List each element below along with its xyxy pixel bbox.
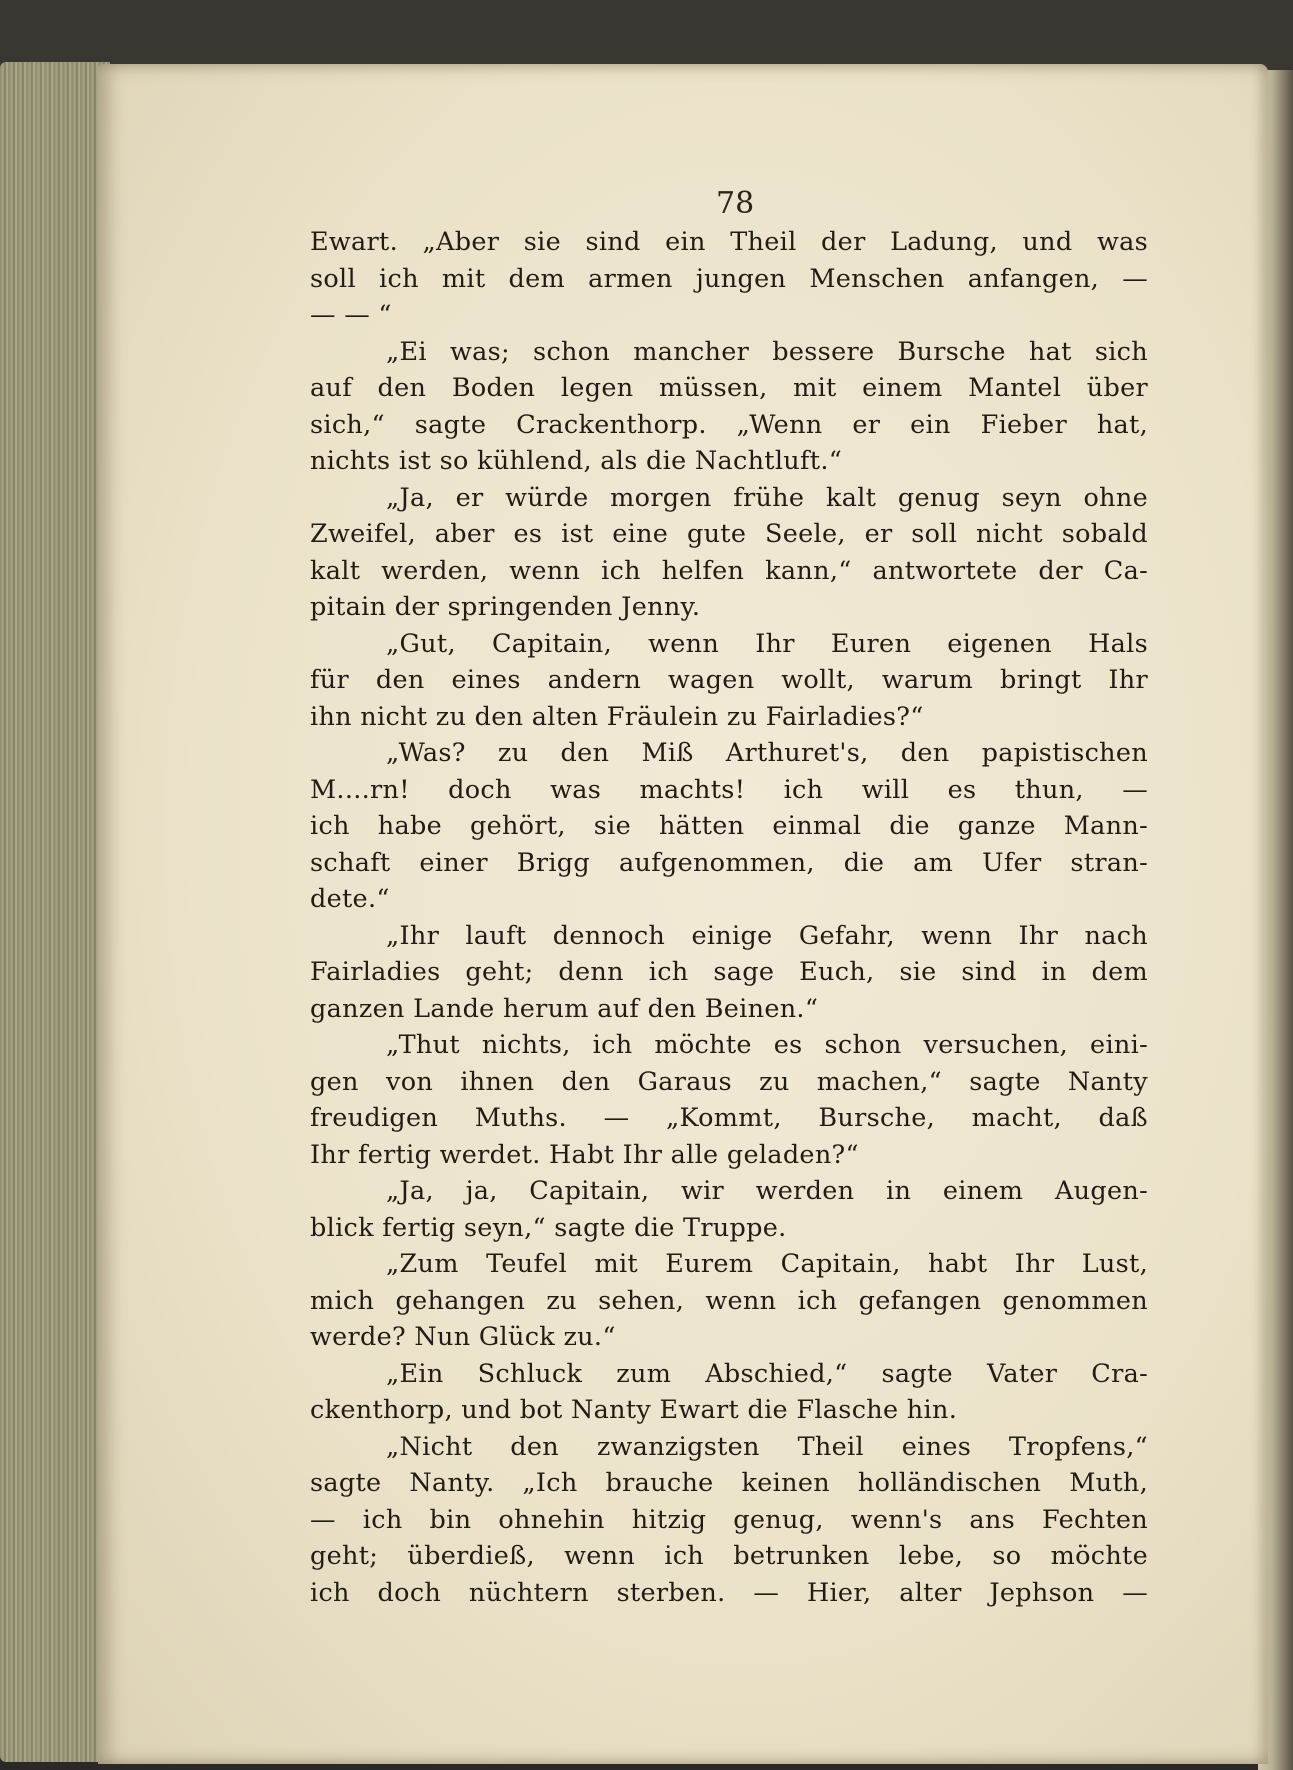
text-line: „Was? zu den Miß Arthuret's, den papistischen (386, 738, 1148, 768)
text-line: auf den Boden legen müssen, mit einem Mantel über (310, 373, 1148, 403)
text-line: schaft einer Brigg aufgenommen, die am Ufer stran- (310, 847, 1148, 878)
text-line: mich gehangen zu sehen, wenn ich gefangen genommen (310, 1285, 1148, 1316)
text-line: „Ei was; schon mancher bessere Bursche hat sich (386, 336, 1148, 367)
page-stack-edge (0, 62, 110, 1762)
text-line: ganzen Lande herum auf den Beinen.“ (310, 993, 819, 1024)
text-line: „Gut, Capitain, wenn Ihr Euren eigenen Hals (386, 628, 1148, 659)
text-line: kalt werden, wenn ich helfen kann,“ antwortete der Ca- (310, 555, 1148, 586)
text-line: „Nicht den zwanzigsten Theil eines Tropfens,“ (386, 1431, 1148, 1462)
text-line: werde? Nun Glück zu.“ (310, 1322, 616, 1352)
text-line: ihn nicht zu den alten Fräulein zu Fairladies?“ (310, 701, 924, 732)
text-line: M....rn! doch was machts! ich will es thun, — (310, 774, 1148, 805)
text-line: ckenthorp, und bot Nanty Ewart die Flasche hin. (310, 1395, 958, 1425)
text-line: „Ihr lauft dennoch einige Gefahr, wenn Ihr nach (386, 920, 1148, 951)
text-line: Ihr fertig werdet. Habt Ihr alle geladen?“ (310, 1139, 859, 1170)
text-line: ich doch nüchtern sterben. — Hier, alter Jephson — (310, 1577, 1148, 1608)
text-line: sagte Nanty. „Ich brauche keinen holländischen Muth, (310, 1468, 1148, 1498)
text-line: „Ein Schluck zum Abschied,“ sagte Vater Cra- (386, 1358, 1148, 1389)
page-number: 78 (716, 186, 755, 221)
text-line: „Ja, er würde morgen frühe kalt genug seyn ohne (386, 482, 1148, 513)
text-line: geht; überdieß, wenn ich betrunken lebe, so möchte (310, 1541, 1148, 1571)
text-line: — — “ (310, 300, 392, 330)
text-line: Fairladies geht; denn ich sage Euch, sie sind in dem (310, 957, 1148, 987)
text-line: sich,“ sagte Crackenthorp. „Wenn er ein Fieber hat, (310, 409, 1148, 440)
text-line: ich habe gehört, sie hätten einmal die ganze Mann- (310, 811, 1148, 841)
text-line: „Ja, ja, Capitain, wir werden in einem Augen- (386, 1176, 1148, 1206)
text-line: — ich bin ohnehin hitzig genug, wenn's ans Fechten (310, 1504, 1148, 1535)
text-line: nichts ist so kühlend, als die Nachtluft.“ (310, 446, 843, 476)
text-line: für den eines andern wagen wollt, warum bringt Ihr (310, 665, 1148, 695)
text-line: gen von ihnen den Garaus zu machen,“ sagte Nanty (310, 1066, 1148, 1097)
text-line: pitain der springenden Jenny. (310, 592, 701, 622)
text-line: blick fertig seyn,“ sagte die Truppe. (310, 1212, 787, 1243)
text-line: „Zum Teufel mit Eurem Capitain, habt Ihr Lust, (386, 1249, 1148, 1279)
page-text (310, 224, 1148, 1611)
text-line: Zweifel, aber es ist eine gute Seele, er soll nicht sobald (310, 519, 1148, 549)
text-line: Ewart. „Aber sie sind ein Theil der Ladung, und was (310, 227, 1148, 257)
text-line: dete.“ (310, 884, 390, 914)
text-line: „Thut nichts, ich möchte es schon versuchen, eini- (386, 1030, 1148, 1060)
text-line: soll ich mit dem armen jungen Menschen anfangen, — (310, 263, 1148, 294)
text-line: freudigen Muths. — „Kommt, Bursche, macht, daß (310, 1103, 1148, 1133)
